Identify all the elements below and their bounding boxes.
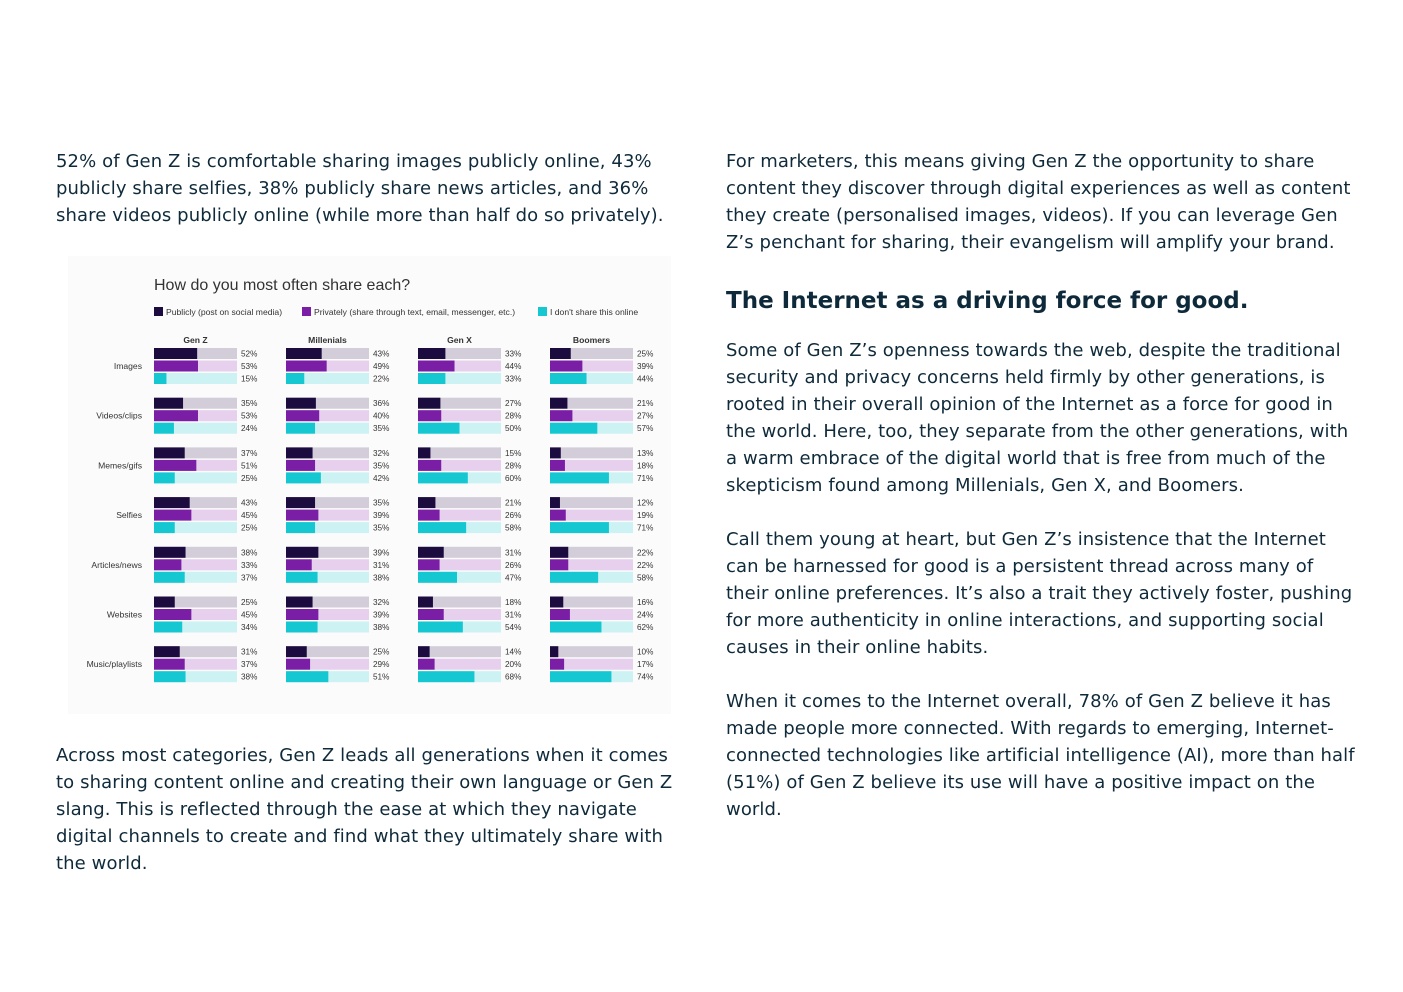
bar-value-label: 38% (241, 548, 258, 558)
bar-value-label: 38% (241, 672, 258, 682)
bar (286, 398, 316, 409)
bar-value-label: 26% (505, 511, 522, 521)
bar-value-label: 25% (241, 598, 258, 607)
internet-overall-paragraph: When it comes to the Internet overall, 78% of Gen Z believe it has made people more connected. With regards to emerging, Internet-connected technologies like artificial intelligence (AI), more than half (51%) of Gen Z believe its use will have a positive impact on the world. (726, 691, 1355, 820)
bar (154, 609, 191, 620)
bar-value-label: 53% (241, 362, 258, 371)
bar-value-label: 49% (373, 362, 390, 371)
bar-value-label: 35% (241, 399, 258, 409)
bar (286, 547, 318, 558)
bar-value-label: 54% (505, 623, 522, 632)
bar-value-label: 32% (373, 598, 390, 607)
bar (154, 622, 182, 633)
bar (550, 410, 572, 421)
bar-value-label: 24% (241, 424, 258, 434)
bar (286, 597, 313, 608)
bar-track (550, 447, 633, 458)
bar-value-label: 25% (241, 473, 258, 483)
bar (418, 671, 474, 682)
bar (286, 460, 315, 471)
bar-value-label: 36% (373, 399, 390, 409)
bar-value-label: 31% (241, 647, 258, 657)
generation-label: Gen Z (183, 335, 208, 345)
bar-value-label: 44% (505, 362, 522, 371)
bar-value-label: 37% (241, 660, 258, 670)
bar (154, 572, 185, 583)
bar (418, 460, 441, 471)
bar (154, 410, 198, 421)
bar-value-label: 60% (505, 473, 522, 483)
bar-value-label: 28% (505, 411, 522, 421)
bar (550, 659, 564, 670)
bar (154, 671, 186, 682)
bar (418, 597, 433, 608)
bar (550, 373, 587, 384)
bar-value-label: 20% (505, 660, 522, 670)
bar-value-label: 68% (505, 672, 522, 682)
bar-value-label: 33% (241, 560, 258, 570)
bar-value-label: 33% (505, 349, 522, 359)
bar-value-label: 51% (241, 461, 258, 471)
bar (154, 447, 185, 458)
bar (154, 559, 181, 570)
bar-value-label: 37% (241, 448, 258, 458)
bar-value-label: 27% (505, 399, 522, 409)
bar (550, 348, 571, 359)
bar (154, 522, 175, 533)
bar (286, 671, 328, 682)
bar-value-label: 12% (637, 498, 654, 508)
bar-value-label: 34% (241, 623, 258, 632)
bar (286, 348, 322, 359)
legend-swatch (302, 307, 311, 316)
bar-value-label: 58% (505, 523, 522, 533)
bar (550, 671, 611, 682)
bar-value-label: 22% (373, 374, 390, 384)
legend-swatch (154, 307, 163, 316)
bar-value-label: 38% (373, 623, 390, 632)
bar (154, 547, 186, 558)
bar-value-label: 15% (241, 374, 258, 384)
bar (550, 559, 568, 570)
bar (286, 410, 319, 421)
generation-label: Gen X (447, 335, 472, 345)
bar-value-label: 10% (637, 647, 654, 657)
chart-title: How do you most often share each? (154, 277, 411, 294)
bar-value-label: 39% (373, 610, 390, 620)
bar-value-label: 35% (373, 498, 390, 508)
young-at-heart-paragraph: Call them young at heart, but Gen Z’s insistence that the Internet can be harnessed for good is a persistent thread across many of their online preferences. It’s also a trait they actively foster, pushing for more authenticity in online interactions, and supporting social causes in their online habits. (726, 529, 1353, 658)
bar (154, 398, 183, 409)
bar (154, 423, 174, 434)
bar (550, 597, 563, 608)
intro-paragraph: 52% of Gen Z is comfortable sharing images publicly online, 43% publicly share selfies, 38% publicly share news articles, and 36% share videos publicly online (while more than half do so privately). (56, 151, 664, 226)
sharing-chart-svg (68, 256, 671, 714)
bar-value-label: 35% (373, 523, 390, 533)
bar-value-label: 22% (637, 548, 654, 558)
bar (154, 472, 175, 483)
bar-value-label: 53% (241, 411, 258, 421)
bar (550, 572, 598, 583)
bar (550, 472, 609, 483)
marketers-paragraph: For marketers, this means giving Gen Z the opportunity to share content they discover through digital experiences as well as content they create (personalised images, videos). If you can leverage Gen Z’s penchant for sharing, their evangelism will amplify your brand. (726, 151, 1351, 253)
bar (550, 547, 568, 558)
bar-value-label: 25% (241, 523, 258, 533)
bar (286, 572, 318, 583)
bar-value-label: 26% (505, 560, 522, 570)
bar-value-label: 31% (505, 548, 522, 558)
bar-track (550, 646, 633, 657)
bar (286, 423, 315, 434)
category-label: Selfies (116, 510, 142, 521)
bar (418, 622, 463, 633)
bar-value-label: 71% (637, 473, 654, 483)
bar-value-label: 38% (373, 573, 390, 583)
category-label: Articles/news (91, 559, 142, 570)
gen-z-leads-paragraph: Across most categories, Gen Z leads all generations when it comes to sharing content online and creating their own language or Gen Z slang. This is reflected through the ease at which they navigate digital channels to create and find what they ultimately share with the world. (56, 745, 673, 874)
legend-label: Privately (share through text, email, messenger, etc.) (314, 307, 516, 317)
bar (418, 659, 435, 670)
bar-value-label: 40% (373, 411, 390, 421)
bar-value-label: 45% (241, 610, 258, 620)
sharing-chart (68, 256, 671, 714)
bar-value-label: 14% (505, 647, 522, 657)
bar-value-label: 74% (637, 672, 654, 682)
bar (286, 522, 315, 533)
bar-value-label: 51% (373, 672, 390, 682)
bar (418, 361, 455, 372)
bar (418, 497, 435, 508)
bar (418, 646, 430, 657)
bar-value-label: 43% (241, 498, 258, 508)
bar-value-label: 16% (637, 598, 654, 607)
bar-value-label: 31% (505, 610, 522, 620)
bar (418, 547, 444, 558)
bar-value-label: 45% (241, 511, 258, 521)
bar (286, 609, 318, 620)
category-label: Images (113, 361, 142, 371)
bar (286, 559, 312, 570)
bar-value-label: 21% (505, 498, 522, 508)
bar (418, 510, 440, 521)
bar (286, 472, 321, 483)
bar (418, 609, 444, 620)
bar (286, 497, 315, 508)
bar (286, 646, 307, 657)
bar-value-label: 39% (637, 362, 654, 371)
category-label: Memes/gifs (98, 460, 142, 471)
bar (154, 348, 197, 359)
bar-track (550, 497, 633, 508)
bar (550, 423, 597, 434)
bar-value-label: 27% (637, 411, 654, 421)
bar (418, 423, 460, 434)
bar (154, 460, 196, 471)
bar-value-label: 50% (505, 424, 522, 434)
bar-value-label: 42% (373, 473, 390, 483)
generation-label: Boomers (572, 335, 611, 345)
category-label: Music/playlists (86, 659, 142, 670)
bar-value-label: 29% (373, 660, 390, 670)
bar (154, 373, 166, 384)
bar (286, 447, 313, 458)
bar (550, 460, 565, 471)
bar (418, 398, 440, 409)
bar (550, 447, 561, 458)
bar (418, 447, 430, 458)
category-label: Videos/clips (96, 410, 142, 421)
bar-value-label: 28% (505, 461, 522, 471)
bar-value-label: 39% (373, 548, 390, 558)
bar-value-label: 58% (637, 573, 654, 583)
bar-value-label: 25% (637, 349, 654, 359)
bar-value-label: 33% (505, 374, 522, 384)
bar-value-label: 52% (241, 349, 258, 359)
legend-label: Publicly (post on social media) (166, 307, 283, 317)
bar (550, 361, 582, 372)
bar-value-label: 19% (637, 511, 654, 521)
bar-value-label: 35% (373, 424, 390, 434)
openness-paragraph: Some of Gen Z’s openness towards the web, despite the traditional security and privacy concerns held firmly by other generations, is rooted in their overall opinion of the Internet as a force for good in the world. Here, too, they separate from the other generations, with a warm embrace of the digital world that is free from much of the skepticism found among Millenials, Gen X, and Boomers. (726, 340, 1349, 496)
bar-value-label: 24% (637, 610, 654, 620)
bar-value-label: 32% (373, 448, 390, 458)
bar-value-label: 39% (373, 511, 390, 521)
bar (286, 373, 304, 384)
bar (550, 646, 558, 657)
bar-track (418, 646, 501, 657)
bar (286, 622, 318, 633)
bar (286, 510, 318, 521)
bar-value-label: 21% (637, 399, 654, 409)
bar-value-label: 57% (637, 424, 654, 434)
generation-label: Millenials (308, 335, 347, 345)
bar (418, 559, 440, 570)
bar (154, 659, 185, 670)
bar-value-label: 18% (505, 598, 522, 607)
bar (550, 510, 566, 521)
bar-value-label: 13% (637, 448, 654, 458)
bar (418, 522, 466, 533)
bar (418, 410, 441, 421)
bar-value-label: 71% (637, 523, 654, 533)
bar-value-label: 17% (637, 660, 654, 670)
bar-value-label: 25% (373, 647, 390, 657)
bar-value-label: 62% (637, 623, 654, 632)
bar (154, 597, 175, 608)
bar (418, 472, 468, 483)
bar-value-label: 31% (373, 560, 390, 570)
bar-value-label: 37% (241, 573, 258, 583)
bar-value-label: 47% (505, 573, 522, 583)
bar (550, 609, 570, 620)
bar (550, 398, 567, 409)
bar (154, 510, 191, 521)
bar (550, 497, 560, 508)
bar (418, 373, 445, 384)
bar-value-label: 43% (373, 349, 390, 359)
bar-value-label: 18% (637, 461, 654, 471)
bar (154, 361, 198, 372)
bar (154, 497, 190, 508)
bar (286, 659, 310, 670)
section-heading: The Internet as a driving force for good. (726, 288, 1249, 314)
legend-label: I don't share this online (550, 307, 639, 317)
bar-value-label: 15% (505, 448, 522, 458)
bar (286, 361, 327, 372)
legend-swatch (538, 307, 547, 316)
category-label: Websites (106, 609, 142, 620)
bar (418, 348, 445, 359)
bar (550, 622, 601, 633)
bar-value-label: 35% (373, 461, 390, 471)
bar-value-label: 22% (637, 560, 654, 570)
bar-value-label: 44% (637, 374, 654, 384)
bar (418, 572, 457, 583)
bar (154, 646, 180, 657)
bar (550, 522, 609, 533)
